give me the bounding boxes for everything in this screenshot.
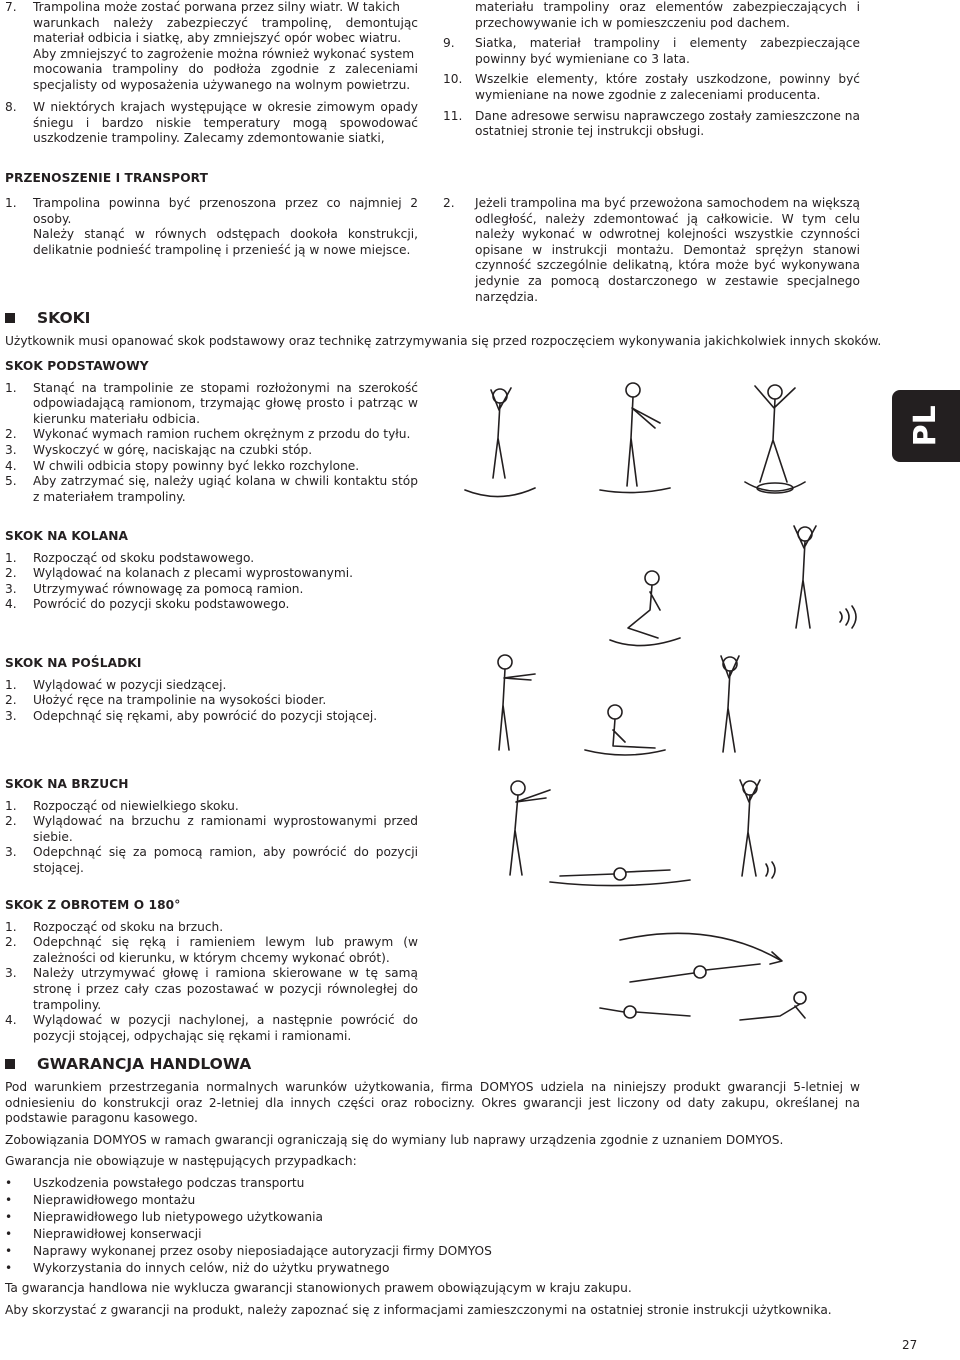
section-half-turn xyxy=(5,898,418,1044)
section-heading: SKOK PODSTAWOWY xyxy=(5,359,149,373)
step: 1. Wylądować w pozycji siedzącej. xyxy=(5,677,227,692)
warranty-paragraph-3: Gwarancja nie obowiązuje w następujących przypadkach: xyxy=(5,1154,357,1169)
language-tab xyxy=(892,390,960,462)
step: 1. Stanąć na trampolinie ze stopami rozłożonymi na szerokość odpowiadającą ramionom, trzymając głowę prosto i patrząc w kierunku materiału odbicia. xyxy=(5,380,418,426)
list-item: • Nieprawidłowego lub nietypowego użytkowania xyxy=(5,1209,324,1224)
warranty-title: GWARANCJA HANDLOWA xyxy=(5,1055,251,1073)
step: 1. Rozpocząć od skoku na brzuch. xyxy=(5,919,224,934)
transport-item-1: 1. Trampolina powinna być przenoszona przez co najmniej 2 osoby. Należy stanąć w równych odstępach dookoła konstrukcji, delikatnie podnieść trampolinę i przenieść ją w nowe miejsce. xyxy=(5,196,418,257)
page-number: 27 xyxy=(902,1338,918,1352)
section-knee-jump xyxy=(5,529,418,613)
step: 3. Odepchnąć się rękami, aby powrócić do pozycji stojącej. xyxy=(5,708,378,723)
step: 5. Aby zatrzymać się, należy ugiąć kolana w chwili kontaktu stóp z materiałem trampoliny. xyxy=(5,474,418,504)
step: 4. Wylądować w pozycji nachylonej, a następnie powrócić do pozycji stojącej, odpychając się rękami i ramionami. xyxy=(5,1013,418,1043)
item-11: 11. Dane adresowe serwisu naprawczego zostały zamieszczone na ostatniej stronie tej instrukcji obsługi. xyxy=(443,108,860,139)
item-8-text: W niektórych krajach występujące w okresie zimowym opady śniegu i bardzo niskie temperatury mogą spowodować uszkodzenie trampoliny. Zalecamy zdemontowanie siatki, xyxy=(33,100,418,146)
warranty-exclusions-list xyxy=(5,1176,860,1277)
step: 2. Odepchnąć się ręką i ramieniem lewym lub prawym (w zależności od kierunku, w którym chcemy wykonać obrót). xyxy=(5,935,418,965)
knee-jump-illustration xyxy=(600,520,870,650)
warranty-body xyxy=(5,1080,860,1319)
warranty-paragraph-1: Pod warunkiem przestrzegania normalnych warunków użytkowania, firma DOMYOS udziela na niniejszy produkt gwarancji 5-letniej w odniesieniu do konstrukcji oraz 2-letniej dla innych części oraz robocizny. Okres gwarancji jest liczony od daty zakupu, określanej na podstawie paragonu kasowego. xyxy=(5,1080,860,1126)
belly-drop-illustration xyxy=(470,770,780,890)
step: 2. Wylądować na kolanach z plecami wyprostowanymi. xyxy=(5,566,353,581)
item-8 xyxy=(5,100,418,147)
square-bullet-icon xyxy=(5,313,15,323)
section-heading: SKOK NA KOLANA xyxy=(5,529,129,543)
right-column-top xyxy=(443,0,860,140)
basic-jump-illustration xyxy=(455,378,815,508)
section-heading: SKOK NA POŚLADKI xyxy=(5,656,142,670)
section-basic-jump xyxy=(5,359,418,505)
step: 4. Powrócić do pozycji skoku podstawowego. xyxy=(5,597,290,612)
half-turn-illustration xyxy=(590,920,840,1040)
transport-item-2: 2. Jeżeli trampolina ma być przewożona samochodem na większą odległość, należy zdemontować ją całkowicie. W tym celu należy wykonać w odwrotnej kolejności wszystkie czynności opisane w instrukcji montażu. Demontaż sprężyn stanowi czynność szczególnie delikatną, która może być wykonywana jedynie za pomocą dostarczonego w zestawie specjalnego narzędzia. xyxy=(443,196,860,304)
item-7 xyxy=(5,0,418,94)
list-item: • Uszkodzenia powstałego podczas transportu xyxy=(5,1175,305,1190)
list-item: • Naprawy wykonanej przez osoby nieposiadające autoryzacji firmy DOMYOS xyxy=(5,1243,492,1258)
item-10: 10. Wszelkie elementy, które zostały uszkodzone, powinny być wymieniane na nowe zgodnie z zaleceniami producenta. xyxy=(443,72,860,102)
step: 4. W chwili odbicia stopy powinny być lekko rozchylone. xyxy=(5,458,360,473)
list-item: • Nieprawidłowego montażu xyxy=(5,1192,196,1207)
seat-drop-illustration xyxy=(465,650,765,765)
step: 2. Wykonać wymach ramion ruchem okrężnym z przodu do tyłu. xyxy=(5,427,411,442)
step: 3. Wyskoczyć w górę, naciskając na czubki stóp. xyxy=(5,442,313,457)
step: 2. Ułożyć ręce na trampolinie na wysokości bioder. xyxy=(5,693,327,708)
warranty-paragraph-4: Ta gwarancja handlowa nie wyklucza gwarancji stanowionych prawem obowiązującym w kraju zakupu. xyxy=(5,1281,632,1296)
item-8-number: 8. xyxy=(5,100,17,114)
skoki-intro: Użytkownik musi opanować skok podstawowy oraz technikę zatrzymywania się przed rozpoczęciem wykonywania jakichkolwiek innych skoków. xyxy=(5,334,882,348)
step: 1. Rozpocząć od skoku podstawowego. xyxy=(5,550,255,565)
item-9: 9. Siatka, materiał trampoliny i elementy zabezpieczające powinny być wymieniane co 3 lata. xyxy=(443,36,860,66)
step: 1. Rozpocząć od niewielkiego skoku. xyxy=(5,798,239,813)
section-heading: SKOK Z OBROTEM O 180° xyxy=(5,898,181,912)
right-lead-text: materiału trampoliny oraz elementów zabezpieczających i przechowywanie ich w pomieszczeniu pod dachem. xyxy=(475,0,860,30)
list-item: • Wykorzystania do innych celów, niż do użytku prywatnego xyxy=(5,1260,390,1275)
warranty-paragraph-2: Zobowiązania DOMYOS w ramach gwarancji ograniczają się do wymiany lub naprawy urządzenia zgodnie z uznaniem DOMYOS. xyxy=(5,1132,784,1147)
item-7-number: 7. xyxy=(5,0,17,14)
section-belly-drop xyxy=(5,777,418,877)
section-heading: SKOK NA BRZUCH xyxy=(5,777,129,791)
language-tab-label: PL xyxy=(908,405,944,447)
square-bullet-icon xyxy=(5,1059,15,1069)
step: 2. Wylądować na brzuchu z ramionami wyprostowanymi przed siebie. xyxy=(5,814,418,844)
transport-heading: PRZENOSZENIE I TRANSPORT xyxy=(5,171,209,185)
step: 3. Utrzymywać równowagę za pomocą ramion. xyxy=(5,581,304,596)
warranty-paragraph-5: Aby skorzystać z gwarancji na produkt, należy zapoznać się z informacjami zamieszczonymi na ostatniej stronie instrukcji użytkownika. xyxy=(5,1303,832,1318)
item-7-continuation: warunkach należy zabezpieczyć trampolinę, demontując materiał odbicia i siatkę, aby zmniejszyć opór wobec wiatru. Aby zmniejszyć to zagrożenie można również wykonać system mocowania trampoliny do podłoża zgodnie z zaleceniami specjalisty od wyposażenia używanego na wolnym powietrzu. xyxy=(33,15,418,92)
step: 3. Odepchnąć się za pomocą ramion, aby powrócić do pozycji stojącej. xyxy=(5,845,418,875)
item-7-text: Trampolina może zostać porwana przez silny wiatr. W takich xyxy=(33,0,400,14)
list-item: • Nieprawidłowej konserwacji xyxy=(5,1226,202,1241)
section-seat-drop xyxy=(5,656,418,724)
step: 3. Należy utrzymywać głowę i ramiona skierowane w tę samą stronę i przez cały czas pozostawać w pozycji równoległej do trampoliny. xyxy=(5,966,418,1012)
skoki-title: SKOKI xyxy=(5,309,90,327)
